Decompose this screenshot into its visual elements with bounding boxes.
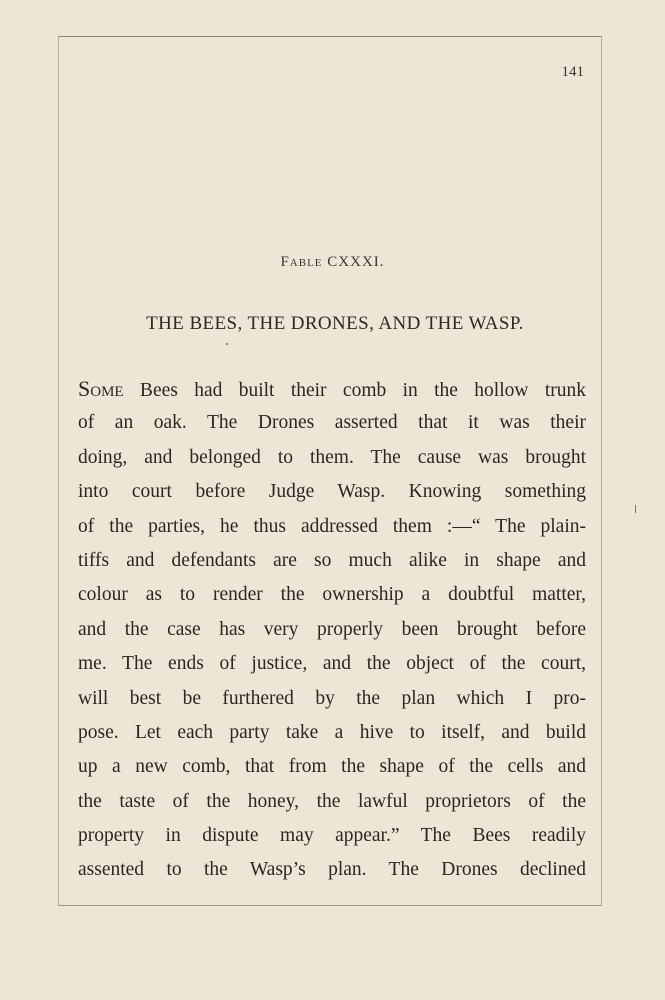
- body-line: doing, and belonged to them. The cause was brought: [78, 446, 586, 468]
- body-line: and the case has very properly been brought before: [78, 618, 586, 640]
- fable-number: Fable CXXXI.: [280, 254, 385, 270]
- body-line-text: Bees had built their comb in the hollow trunk: [123, 380, 586, 401]
- page-number: 141: [561, 64, 584, 80]
- fable-title: THE BEES, THE DRONES, AND THE WASP.: [146, 313, 524, 334]
- body-line: property in dispute may appear.” The Bees readily: [78, 825, 586, 847]
- drop-word: Some: [78, 376, 124, 401]
- ink-speck: [226, 343, 228, 345]
- body-line: up a new comb, that from the shape of the cells and: [78, 756, 586, 778]
- body-line: the taste of the honey, the lawful proprietors of the: [78, 790, 586, 812]
- fable-body: [78, 372, 586, 888]
- body-line: of an oak. The Drones asserted that it was their: [78, 412, 586, 434]
- body-line: tiffs and defendants are so much alike in shape and: [78, 549, 586, 571]
- body-line: into court before Judge Wasp. Knowing something: [78, 481, 586, 503]
- body-line: of the parties, he thus addressed them :—“ The plain-: [78, 515, 586, 537]
- body-line: colour as to render the ownership a doubtful matter,: [78, 584, 586, 606]
- body-line: assented to the Wasp’s plan. The Drones declined: [78, 859, 586, 881]
- body-line: me. The ends of justice, and the object of the court,: [78, 653, 586, 675]
- body-line: [78, 372, 586, 406]
- body-line: pose. Let each party take a hive to itself, and build: [78, 721, 586, 743]
- body-line: will best be furthered by the plan which I pro-: [78, 687, 586, 709]
- margin-mark: [635, 505, 636, 513]
